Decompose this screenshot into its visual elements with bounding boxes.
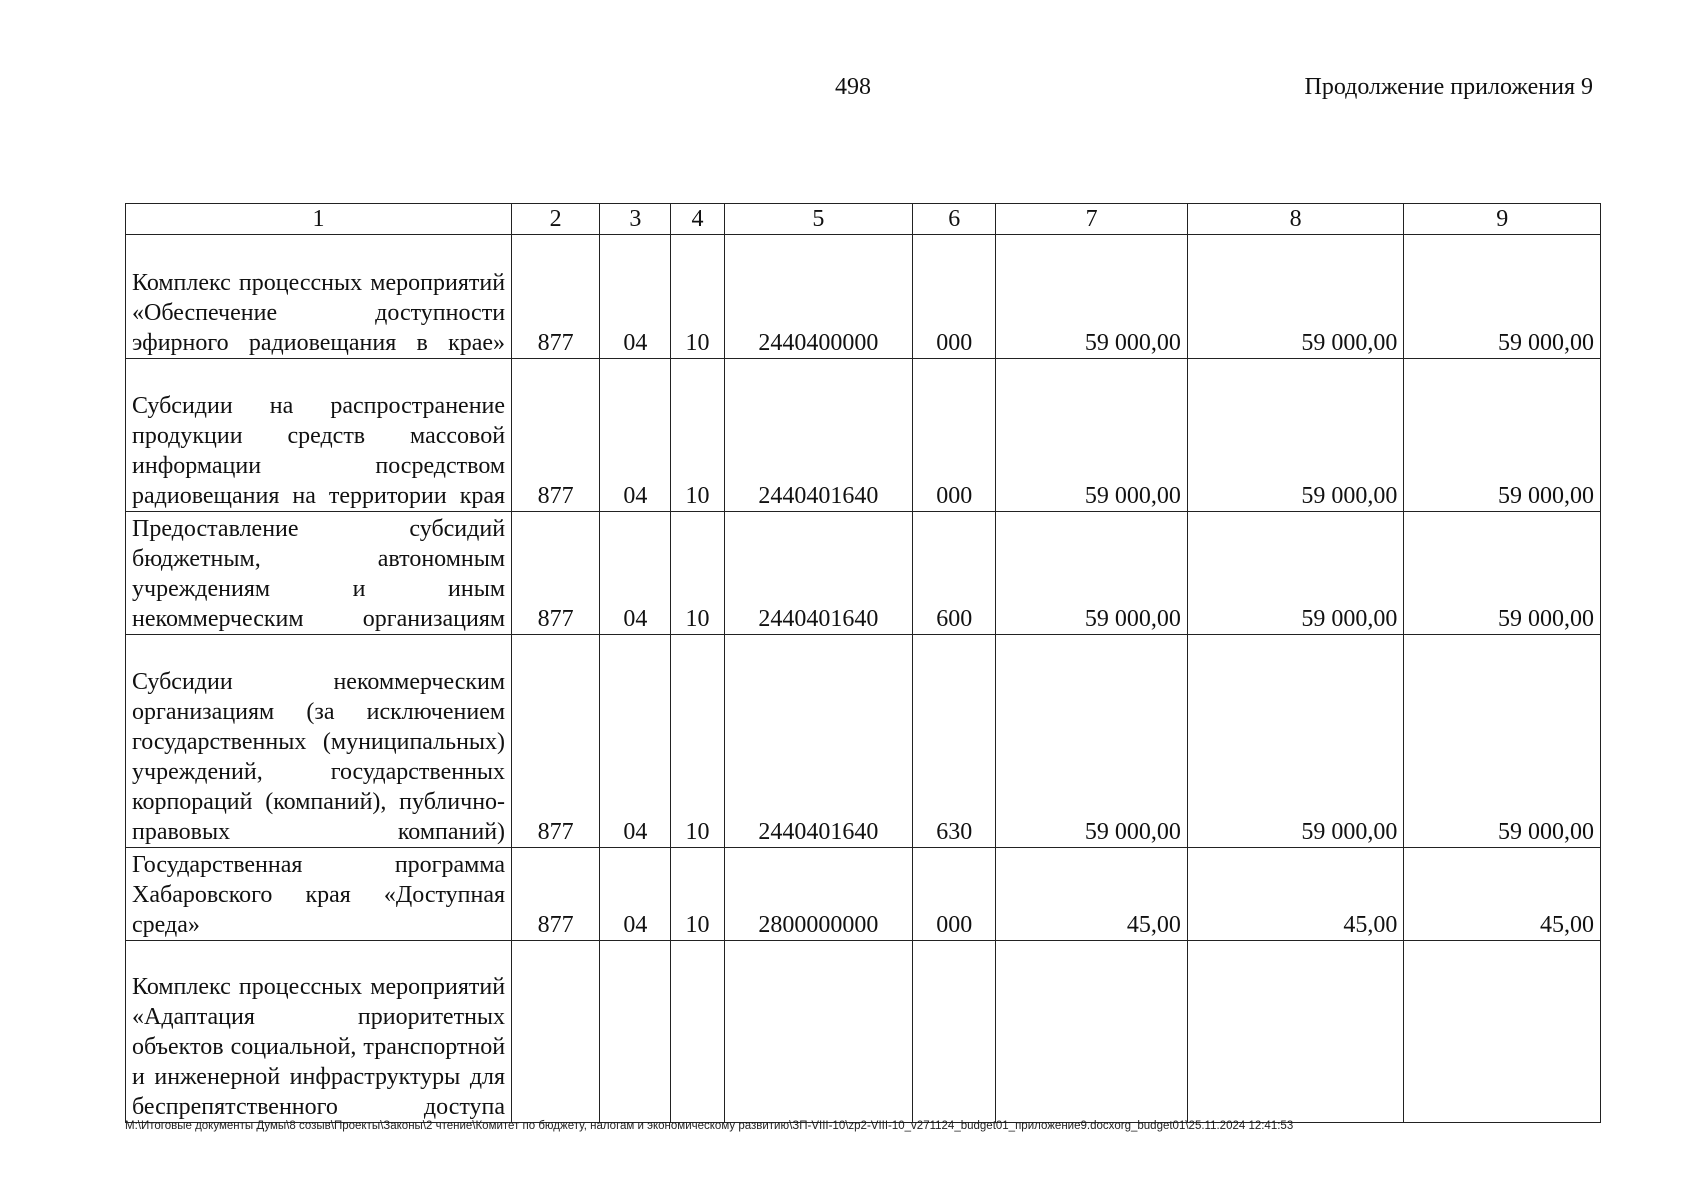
cell-expense-type: 000	[913, 359, 996, 512]
column-header: 2	[512, 204, 600, 235]
table-row	[126, 512, 1601, 635]
cell-amount: 59 000,00	[996, 359, 1188, 512]
row-name: Субсидии некоммерческим организациям (за исключением государственных (муниципальных) учреждений, государственных корпораций (компаний), публично-правовых компаний)	[126, 635, 512, 848]
row-name: Комплекс процессных мероприятий «Обеспечение доступности эфирного радиовещания в крае»	[126, 235, 512, 359]
cell-subsection: 10	[671, 359, 724, 512]
cell-amount: 59 000,00	[1404, 512, 1601, 635]
cell-subsection: 10	[671, 235, 724, 359]
cell-section	[600, 941, 671, 1123]
cell-ministry: 877	[512, 359, 600, 512]
continuation-label: Продолжение приложения 9	[1304, 74, 1593, 100]
table-row	[126, 359, 1601, 512]
column-header: 6	[913, 204, 996, 235]
cell-amount: 45,00	[996, 848, 1188, 941]
cell-amount	[996, 941, 1188, 1123]
cell-amount: 59 000,00	[996, 635, 1188, 848]
budget-table	[125, 203, 1601, 1123]
cell-ministry: 877	[512, 235, 600, 359]
column-header: 7	[996, 204, 1188, 235]
column-header: 1	[126, 204, 512, 235]
header-row	[126, 204, 1601, 235]
cell-ministry: 877	[512, 512, 600, 635]
cell-subsection: 10	[671, 635, 724, 848]
table-row	[126, 941, 1601, 1123]
row-name: Комплекс процессных мероприятий «Адаптация приоритетных объектов социальной, транспортной и инженерной инфраструктуры для беспрепятственного доступа	[126, 941, 512, 1123]
cell-amount	[1404, 941, 1601, 1123]
cell-section: 04	[600, 359, 671, 512]
row-name: Государственная программа Хабаровского края «Доступная среда»	[126, 848, 512, 941]
cell-amount: 59 000,00	[996, 512, 1188, 635]
cell-expense-type: 000	[913, 848, 996, 941]
page-number: 498	[835, 74, 871, 100]
cell-amount: 59 000,00	[996, 235, 1188, 359]
cell-expense-type: 630	[913, 635, 996, 848]
column-header: 3	[600, 204, 671, 235]
cell-amount: 59 000,00	[1404, 359, 1601, 512]
table-row	[126, 848, 1601, 941]
cell-expense-type: 000	[913, 235, 996, 359]
cell-amount: 59 000,00	[1187, 512, 1404, 635]
row-name: Субсидии на распространение продукции средств массовой информации посредством радиовещания на территории края	[126, 359, 512, 512]
cell-amount: 45,00	[1187, 848, 1404, 941]
column-header: 9	[1404, 204, 1601, 235]
cell-amount: 59 000,00	[1404, 635, 1601, 848]
table-row	[126, 635, 1601, 848]
cell-subsection: 10	[671, 848, 724, 941]
cell-target: 2440401640	[724, 512, 913, 635]
cell-target	[724, 941, 913, 1123]
cell-section: 04	[600, 235, 671, 359]
cell-ministry	[512, 941, 600, 1123]
cell-target: 2440400000	[724, 235, 913, 359]
file-path-footer: М:\Итоговые документы Думы\8 созыв\Проекты\Законы\2 чтение\Комитет по бюджету, налогам и экономическому развитию\ЗП-VIII-10\zp2-VIII-10_v271124_budget01_приложение9.docxorg_budget01\25.11.2024 12:41:53	[125, 1120, 1294, 1132]
cell-ministry: 877	[512, 848, 600, 941]
cell-expense-type: 600	[913, 512, 996, 635]
column-header: 4	[671, 204, 724, 235]
cell-subsection	[671, 941, 724, 1123]
cell-amount: 59 000,00	[1404, 235, 1601, 359]
cell-amount	[1187, 941, 1404, 1123]
cell-amount: 59 000,00	[1187, 635, 1404, 848]
cell-target: 2440401640	[724, 635, 913, 848]
cell-expense-type	[913, 941, 996, 1123]
table-row	[126, 235, 1601, 359]
cell-amount: 59 000,00	[1187, 359, 1404, 512]
cell-ministry: 877	[512, 635, 600, 848]
cell-amount: 59 000,00	[1187, 235, 1404, 359]
cell-target: 2440401640	[724, 359, 913, 512]
cell-amount: 45,00	[1404, 848, 1601, 941]
row-name: Предоставление субсидий бюджетным, автономным учреждениям и иным некоммерческим организациям	[126, 512, 512, 635]
cell-section: 04	[600, 512, 671, 635]
cell-subsection: 10	[671, 512, 724, 635]
column-header: 8	[1187, 204, 1404, 235]
column-header: 5	[724, 204, 913, 235]
cell-target: 2800000000	[724, 848, 913, 941]
cell-section: 04	[600, 848, 671, 941]
cell-section: 04	[600, 635, 671, 848]
